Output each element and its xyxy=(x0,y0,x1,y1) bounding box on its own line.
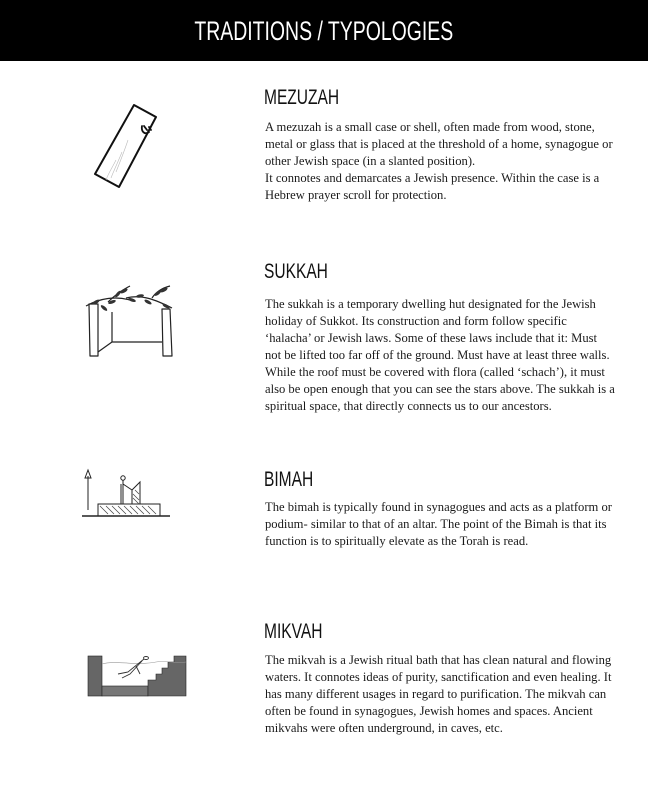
page-header xyxy=(0,0,648,61)
description-paragraph: The bimah is typically found in synagogues and acts as a platform or podium- similar to that of an altar. The point of the Bimah is that its function is to spiritually elevate as the Torah is read. xyxy=(265,500,612,548)
description-paragraph: The sukkah is a temporary dwelling hut designated for the Jewish holiday of Sukkot. Its construction and form follow specific ‘halacha’ or Jewish laws. Some of these laws include that it: Must not be lifted too far off of the ground. Must have at least three walls. While the roof must be covered with flora (called ‘schach’), it must also be open enough that you can see the stars above. The sukkah is a spiritual space, that directly connects us to our ancestors. xyxy=(265,297,615,413)
section-description xyxy=(265,499,615,550)
section-title: SUKKAH xyxy=(264,260,328,283)
description-paragraph: A mezuzah is a small case or shell, often made from wood, stone, metal or glass that is placed at the threshold of a home, synagogue or other Jewish space (in a slanted position). xyxy=(265,120,613,168)
section-description xyxy=(265,652,615,737)
section-title: MEZUZAH xyxy=(264,86,340,109)
section-description xyxy=(265,296,615,415)
mikvah-sketch-icon xyxy=(86,650,188,698)
section-title: MIKVAH xyxy=(264,620,323,643)
description-paragraph: The mikvah is a Jewish ritual bath that has clean natural and flowing waters. It connotes ideas of purity, sanctification and even healing. It has many different usages in regard to purification. The mikvah can often be found in synagogues, Jewish homes and spaces. Ancient mikvahs were often underground, in caves, etc. xyxy=(265,653,612,735)
description-paragraph: It connotes and demarcates a Jewish presence. Within the case is a Hebrew prayer scroll for protection. xyxy=(265,171,600,202)
sukkah-sketch-icon xyxy=(82,282,182,362)
mezuzah-sketch-icon xyxy=(86,100,166,195)
bimah-sketch-icon xyxy=(80,466,175,521)
section-description xyxy=(265,119,615,204)
section-title: BIMAH xyxy=(264,468,314,491)
page-title: TRADITIONS / TYPOLOGIES xyxy=(194,16,454,46)
